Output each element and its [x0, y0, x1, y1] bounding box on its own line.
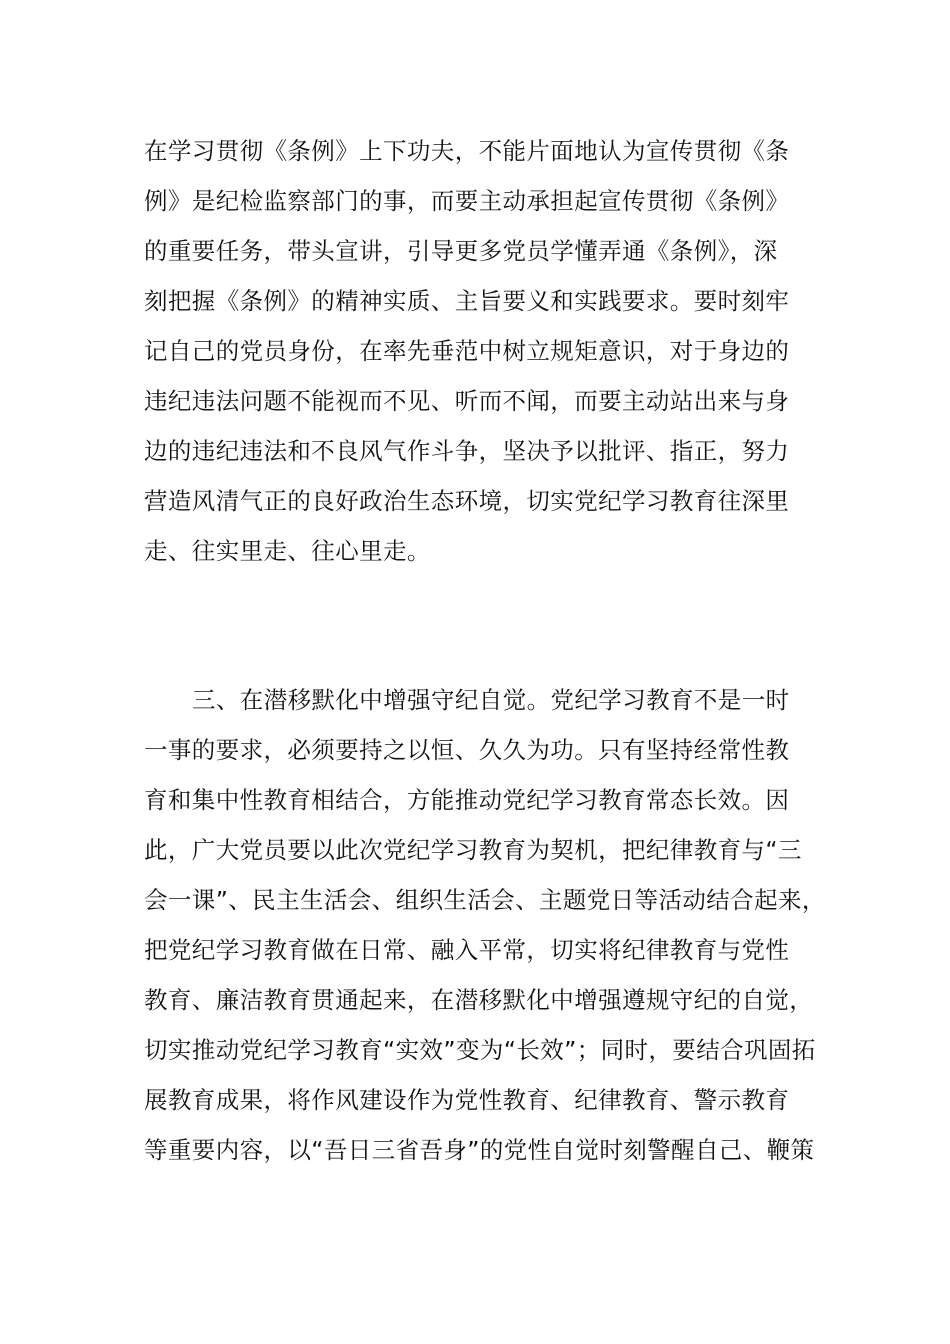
text-line: 育和集中性教育相结合，方能推动党纪学习教育常态长效。因	[144, 786, 790, 814]
text-line: 在学习贯彻《条例》上下功夫，不能片面地认为宣传贯彻《条	[144, 137, 790, 165]
text-line: 切实推动党纪学习教育“实效”变为“长效”；同时，要结合巩固拓	[144, 1036, 816, 1064]
text-line: 走、往实里走、往心里走。	[144, 537, 431, 565]
text-line: 等重要内容，以“吾日三省吾身”的党性自觉时刻警醒自己、鞭策	[144, 1136, 815, 1164]
paragraph-1	[144, 126, 834, 576]
text-line: 一事的要求，必须要持之以恒、久久为功。只有坚持经常性教	[144, 736, 790, 764]
text-line: 边的违纪违法和不良风气作斗争，坚决予以批评、指正，努力	[144, 437, 790, 465]
section-heading-line: 三、在潜移默化中增强守纪自觉。党纪学习教育不是一时	[192, 686, 790, 714]
text-line: 此，广大党员要以此次党纪学习教育为契机，把纪律教育与“三	[144, 836, 802, 864]
text-line: 的重要任务，带头宣讲，引导更多党员学懂弄通《条例》，深	[144, 237, 778, 265]
text-line: 会一课”、民主生活会、组织生活会、主题党日等活动结合起来，	[144, 886, 826, 914]
text-line: 教育、廉洁教育贯通起来，在潜移默化中增强遵规守纪的自觉，	[144, 986, 814, 1014]
text-line: 记自己的党员身份，在率先垂范中树立规矩意识，对于身边的	[144, 337, 790, 365]
text-line: 刻把握《条例》的精神实质、主旨要义和实践要求。要时刻牢	[144, 287, 790, 315]
text-line: 营造风清气正的良好政治生态环境，切实党纪学习教育往深里	[144, 487, 790, 515]
text-line: 例》是纪检监察部门的事，而要主动承担起宣传贯彻《条例》	[144, 187, 790, 215]
text-line: 把党纪学习教育做在日常、融入平常，切实将纪律教育与党性	[144, 936, 790, 964]
text-line: 违纪违法问题不能视而不见、听而不闻，而要主动站出来与身	[144, 387, 790, 415]
paragraph-2	[144, 675, 834, 1175]
text-line: 展教育成果，将作风建设作为党性教育、纪律教育、警示教育	[144, 1086, 790, 1114]
